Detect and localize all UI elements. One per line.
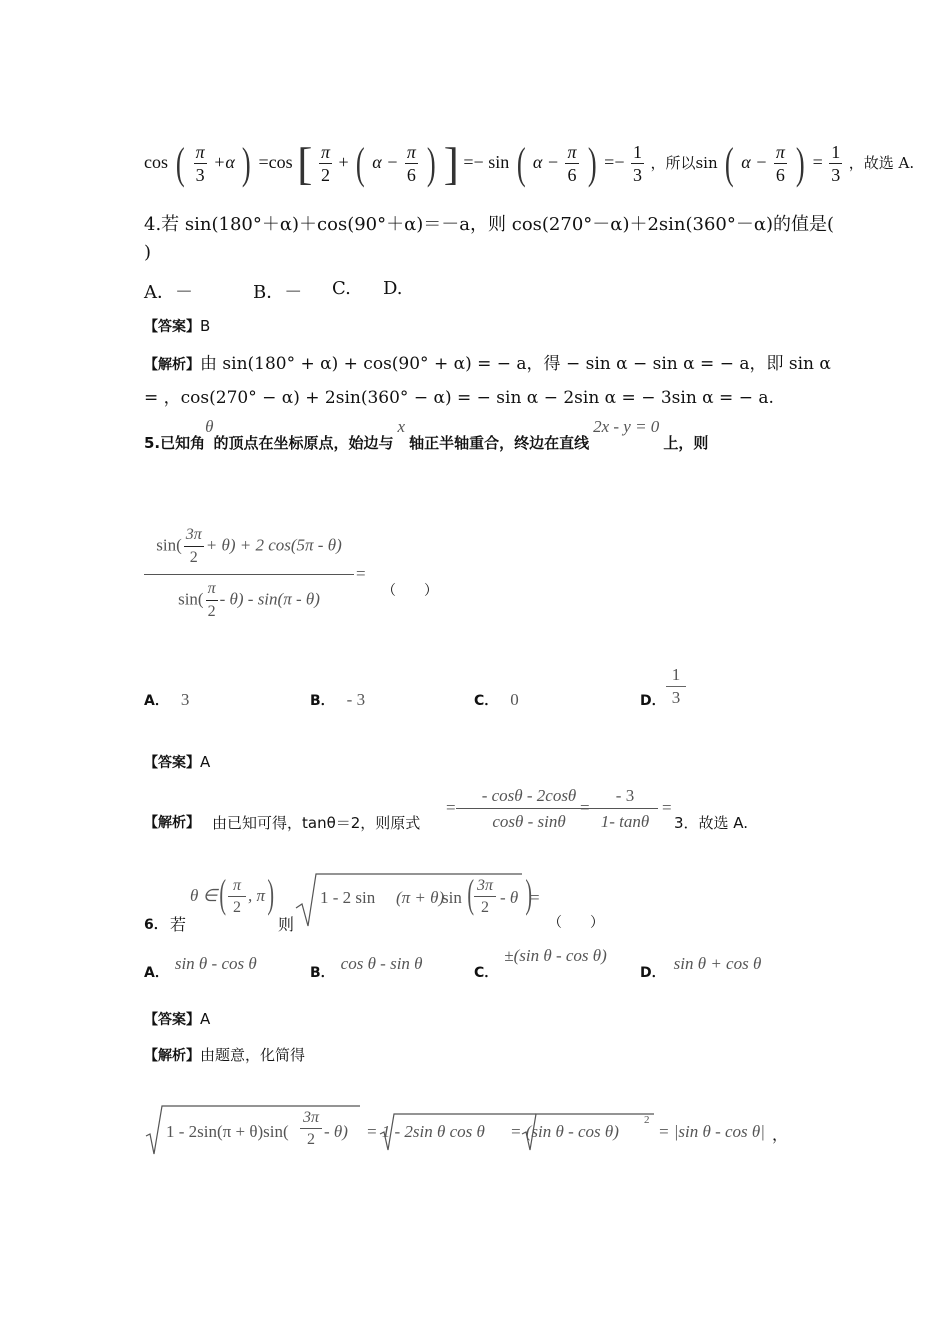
cos-text: cos <box>144 152 168 172</box>
q4-option-b: B．－ <box>253 282 303 303</box>
plus-alpha: +α <box>213 152 235 172</box>
q6-option-d: D． sin θ + cos θ <box>640 954 762 981</box>
q5-fraction-bar <box>144 574 354 575</box>
q5-f2: - 3 1- tanθ <box>592 784 658 835</box>
top-equation: cos ( $\frac{\pi}{3}$ +α ) =cos [ $\frac{\pi}{2}$ + ( α − $\frac{\pi}{6}$ ) ] =− sin ( α − $\frac{\pi}{6}$ ) =− $\frac{1}{3}$ ，所以sin ( α − $\frac{\pi}{6}$ ) = $\frac{1}{3}$ ，故选 A. <box>144 137 915 189</box>
line-equation: 2x - y = 0 <box>593 417 660 436</box>
q6-analysis: 【解析】由题意，化简得 <box>144 1046 306 1064</box>
frac-pi-2: $\frac{\pi}{2}$ <box>320 142 330 186</box>
frac-pi-3: $\frac{\pi}{3}$ <box>195 142 205 186</box>
q5-option-d: D． <box>640 693 666 709</box>
q6-final-expression: 1 - 2sin(π + θ)sin( 3π 2 - θ) = 1 - 2sin θ cos θ = (sin θ - cos θ) 2 = |sin θ - cos θ| ， <box>144 1104 794 1160</box>
q5-denominator: sin( $\frac{\pi}{2}$ - θ) - sin(π - θ) <box>178 580 320 620</box>
q6-answer: 【答案】A <box>144 1010 211 1028</box>
suoyi-text: ，所以sin <box>650 154 718 172</box>
q4-stem-line1: 4.若 sin(180°＋α)＋cos(90°＋α)＝－a，则 cos(270°－α)＋2sin(360°－α)的值是( <box>144 214 835 235</box>
q6-stem: 6． 若 θ ∈ ( π 2 , π ) 则 1 - 2 sin (π + θ) sin ( 3π 2 - θ ) = （ ） <box>144 871 604 934</box>
q4-option-d: D. <box>383 278 403 299</box>
q5-numerator: sin( $\frac{3\pi}{2}$ + θ) + 2 cos(5π - θ) <box>156 526 342 566</box>
q6-option-b: B． cos θ - sin θ <box>310 954 423 981</box>
eq-cos: =cos <box>258 152 293 172</box>
eq-minus: =− <box>604 152 625 172</box>
theta-symbol: θ <box>205 417 214 436</box>
q5-blank: （ ） <box>382 583 438 599</box>
q5-f1: - cosθ - 2cosθ cosθ - sinθ <box>456 784 602 835</box>
q5-answer: 【答案】A <box>144 753 211 771</box>
q4-answer <box>144 316 210 336</box>
frac-pi-6: $\frac{\pi}{6}$ <box>406 142 416 186</box>
q5-option-a: A． 3 <box>144 690 190 709</box>
q4-analysis-line1: 【解析】由 sin(180° + α) + cos(90° + α) = − a，得 − sin α − sin α = − a，即 sin α <box>144 354 831 374</box>
q4-analysis-line2: = ，cos(270° − α) + 2sin(360° − α) = − sin α − 2sin α = − 3sin α = − a. <box>144 388 774 408</box>
q5-option-d-fraction: 1 3 <box>666 664 686 709</box>
eq-minus-sin: =− sin <box>463 152 510 172</box>
answer-label: 【答案】 <box>144 319 200 335</box>
x-symbol: x <box>397 417 406 436</box>
q5-option-b: B． - 3 <box>310 690 366 709</box>
plus-sign: + <box>338 152 349 172</box>
q4-option-a: A．－ <box>144 282 193 303</box>
alpha-minus: α − <box>372 152 399 172</box>
q4-option-c: C. <box>332 278 351 299</box>
q6-option-a: A． sin θ - cos θ <box>144 954 257 981</box>
q5-equal: = <box>356 564 366 583</box>
q6-option-c: C．±(sin θ - cos θ) <box>474 946 607 981</box>
document-page: cos ( $\frac{\pi}{3}$ +α ) =cos [ $\frac{\pi}{2}$ + ( α − $\frac{\pi}{6}$ ) ] =− sin ( α − $\frac{\pi}{6}$ ) =− $\frac{1}{3}$ ，所以sin ( α − $\frac{\pi}{6}$ ) = $\frac{1}{3}$ ，故选 A. 4.若 sin(180°＋α)＋cos(90°＋α)＝－a，则 cos(270°－α)＋2sin(360°－α)的值是( ) A．－ B．－ C. D. 【答案】B 【解析】由 sin(180° + α) + cos(90° + α) = − a，得 − sin α − sin α = − a，即 sin α = ，cos(270° − α) + 2sin(360° − α) = − sin α − 2sin α = − 3sin α = − a. 5.已知角θ的顶点在坐标原点，始边与x轴正半轴重合，终边在直线2x - y = 0上，则 sin( $\frac{3\pi}{2}$ + θ) + 2 cos(5π - θ) = （ ） sin( $\frac{\pi}{2}$ - θ) - sin(π - θ) A． 3 B． - 3 C． 0 D． 1 3 【答案】A 【解析】 由已知可得，tanθ＝2，则原式 = - cosθ - 2cosθ cosθ - sinθ = - 3 1- tanθ = 3．故选 A. 6． 若 θ ∈ ( π 2 , π ) 则 1 - 2 sin (π + θ) sin ( 3π 2 - θ ) = （ ） A． sin θ - cos θ B． cos θ - sin θ C．±(sin θ - cos θ) D． sin θ + cos θ 【答案】A 【解析】由题意，化简得 1 - 2sin(π + θ)sin( 3π 2 - θ) = 1 - 2sin θ cos θ = (sin θ - cos θ) 2 = |sin θ - cos θ| ， <box>0 0 950 1344</box>
q5-stem: 5.已知角θ的顶点在坐标原点，始边与x轴正半轴重合，终边在直线2x - y = 0上，则 <box>144 417 709 452</box>
frac-1-3: $\frac{1}{3}$ <box>632 142 642 186</box>
q5-option-c: C． 0 <box>474 690 519 709</box>
gu-xuan-a: ，故选 A. <box>848 154 915 172</box>
q4-stem-line2: ) <box>144 242 152 263</box>
analysis-label: 【解析】 <box>144 357 200 373</box>
answer-value: B <box>200 317 211 335</box>
